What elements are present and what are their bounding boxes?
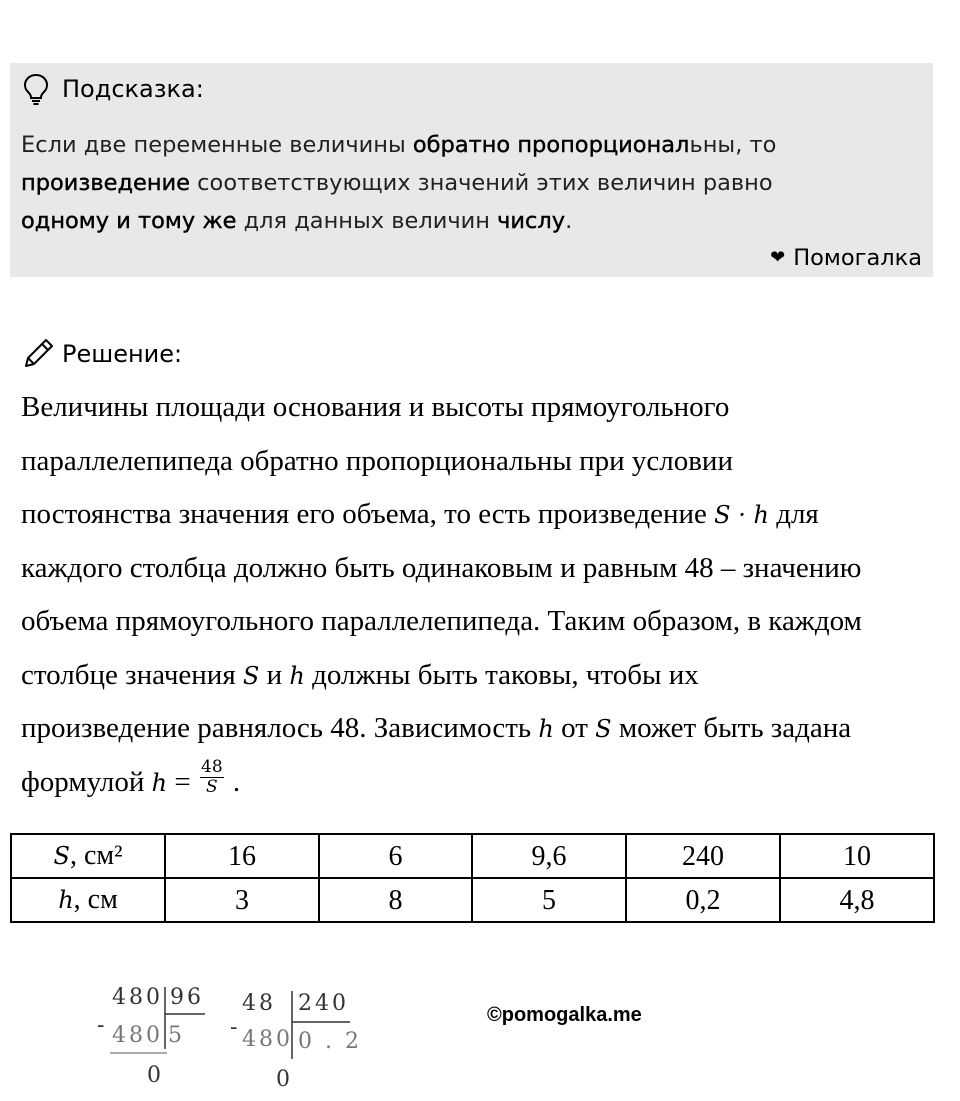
heart-icon: ❤ <box>770 247 786 268</box>
table-row <box>11 834 934 878</box>
hint-text-segment: . <box>565 208 573 234</box>
dividend: 48 <box>242 991 276 1016</box>
table-cell: 4,8 <box>780 878 934 922</box>
solution-text-segment: произведение равнялось 48. Зависимость <box>21 712 539 744</box>
fraction-numerator: 48 <box>201 757 223 778</box>
unit-label: , см² <box>69 840 123 871</box>
solution-line: каждого столбца должно быть одинаковым и равным 48 – значению <box>21 551 862 584</box>
minus-sign: - <box>230 1015 241 1040</box>
variable-s: S <box>53 842 70 870</box>
variable-h: h <box>58 886 74 914</box>
minus-sign: - <box>97 1013 108 1038</box>
table-cell: 9,6 <box>472 834 626 878</box>
solution-text-segment: для <box>768 498 819 530</box>
hint-emphasis: числу <box>497 208 566 234</box>
solution-text-segment: столбце значения <box>21 658 243 691</box>
brand-label: Помогалка <box>793 245 922 271</box>
solution-text-segment: = <box>167 765 198 798</box>
solution-text-segment: может быть задана <box>611 712 852 744</box>
solution-title-text: Решение: <box>62 340 183 368</box>
solution-text-segment: формулой <box>21 765 152 798</box>
pencil-icon <box>22 336 56 370</box>
solution-text-segment: должны быть таковы, чтобы их <box>304 658 699 691</box>
subtrahend: 480 <box>112 1023 163 1048</box>
remainder: 0 <box>276 1067 293 1092</box>
values-table <box>10 833 935 923</box>
dividend: 480 <box>112 985 163 1010</box>
solution-text-segment: . <box>225 765 241 798</box>
variable-h: h <box>289 661 305 690</box>
divisor: 240 <box>298 991 349 1016</box>
solution-text-segment: от <box>553 712 596 744</box>
solution-text-segment: и <box>259 658 290 691</box>
division-bracket <box>228 991 358 1096</box>
table-row <box>11 878 934 922</box>
hint-text-segment: соответствующих значений этих величин равно <box>190 170 773 196</box>
division-bracket <box>95 985 215 1095</box>
solution-line: объема прямоугольного параллелепипеда. Таким образом, в каждом <box>21 605 862 637</box>
table-cell: 5 <box>472 878 626 922</box>
hint-emphasis: одному и тому же <box>21 208 237 234</box>
table-cell: 240 <box>626 834 780 878</box>
hint-text-segment: ьны, то <box>689 132 777 158</box>
variable-s: S <box>595 715 612 743</box>
hint-emphasis: обратно пропорционал <box>412 132 690 158</box>
unit-label: , см <box>73 884 118 915</box>
brand-link[interactable] <box>770 240 922 278</box>
table-header-cell <box>11 878 165 922</box>
watermark: ©pomogalka.me <box>487 1004 642 1026</box>
table-cell: 3 <box>165 878 319 922</box>
solution-line <box>21 649 936 703</box>
lightbulb-icon <box>22 73 50 105</box>
hint-text-segment: для данных величин <box>236 208 498 234</box>
quotient: 5 <box>168 1023 185 1048</box>
solution-line: параллелепипеда обратно пропорциональны при условии <box>21 444 733 477</box>
table-cell: 6 <box>319 834 472 878</box>
formula-fraction <box>200 758 224 797</box>
long-division-1 <box>95 985 215 1095</box>
subtrahend: 480 <box>242 1027 293 1052</box>
table-cell: 0,2 <box>626 878 780 922</box>
formula-product: S · h <box>714 501 769 529</box>
solution-text-segment: постоянства значения его объема, то есть произведение <box>21 498 715 530</box>
divisor: 96 <box>170 985 204 1010</box>
table-cell: 10 <box>780 834 934 878</box>
long-division-2 <box>228 991 362 1096</box>
table-cell: 16 <box>165 834 319 878</box>
hint-title-text: Подсказка: <box>62 75 204 103</box>
solution-line <box>21 702 936 756</box>
hint-text <box>21 126 921 240</box>
hint-text-segment: Если две переменные величины <box>21 132 413 158</box>
variable-h: h <box>538 715 554 743</box>
solution-line: Величины площади основания и высоты прямоугольного <box>21 391 730 423</box>
fraction-denominator: S <box>205 777 218 798</box>
hint-emphasis: произведение <box>21 170 191 196</box>
solution-line <box>21 488 936 542</box>
quotient: 0 . 2 <box>298 1029 362 1054</box>
table-cell: 8 <box>319 878 472 922</box>
variable-h: h <box>151 768 168 797</box>
solution-line <box>21 756 936 810</box>
variable-s: S <box>242 661 260 690</box>
remainder: 0 <box>147 1063 164 1088</box>
table-header-cell <box>11 834 165 878</box>
solution-text <box>21 381 936 809</box>
